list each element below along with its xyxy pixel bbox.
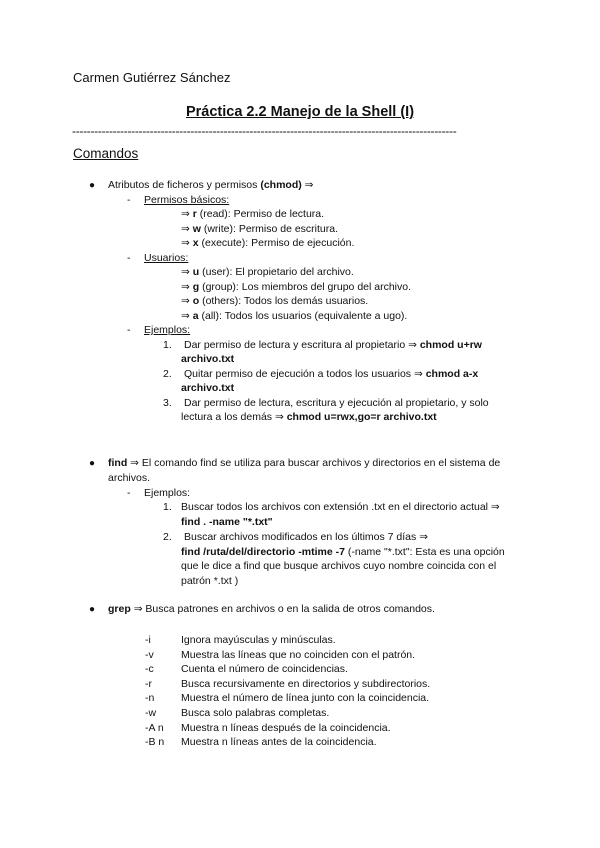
chmod-example-1-cont: archivo.txt (181, 353, 235, 365)
section-heading: Comandos (73, 146, 139, 161)
bullet-grep: ● (89, 604, 96, 615)
find-desc: find ⇒ El comando find se utiliza para buscar archivos y directorios en el sistema de (108, 457, 501, 469)
author-name: Carmen Gutiérrez Sánchez (73, 70, 231, 85)
grep-flag-desc: Cuenta el número de coincidencias. (181, 663, 348, 675)
find-example-2: Buscar archivos modificados en los últimos 7 días ⇒ (184, 531, 429, 543)
grep-flag: -c (145, 663, 154, 675)
grep-flag: -w (145, 707, 157, 719)
chmod-example-3-num: 3. (163, 397, 172, 409)
find-desc-cont: archivos. (108, 472, 151, 484)
chmod-examples-label: Ejemplos: (144, 324, 191, 336)
grep-flag: -B n (145, 736, 165, 748)
chmod-example-2: Quitar permiso de ejecución a todos los usuarios ⇒ chmod a-x (184, 368, 479, 380)
find-example-1: Buscar todos los archivos con extensión .txt en el directorio actual ⇒ (181, 501, 500, 513)
chmod-example-2-cont: archivo.txt (181, 382, 235, 394)
dash-examples: - (127, 324, 131, 336)
chmod-example-1: Dar permiso de lectura y escritura al propietario ⇒ chmod u+rw (184, 339, 482, 351)
users-label: Usuarios: (144, 252, 189, 264)
chmod-example-1-num: 1. (163, 339, 172, 351)
grep-flag-desc: Muestra n líneas después de la coincidencia. (181, 722, 391, 734)
perm-r: ⇒ r (read): Permiso de lectura. (181, 208, 325, 220)
chmod-example-3: Dar permiso de lectura, escritura y ejecución al propietario, y solo (184, 397, 489, 409)
grep-flag-desc: Busca solo palabras completas. (181, 707, 330, 719)
dash-users: - (127, 252, 131, 264)
find-example-2-num: 2. (163, 531, 172, 543)
dash-find-examples: - (127, 487, 131, 499)
perm-x: ⇒ x (execute): Permiso de ejecución. (181, 237, 355, 249)
dash-basic: - (127, 194, 131, 206)
page-title: Práctica 2.2 Manejo de la Shell (I) (185, 104, 415, 120)
grep-flag: -v (145, 649, 154, 661)
separator-line: -------------------------------------------------------------------------------------------------------- (72, 124, 457, 138)
find-example-2-cmd: find /ruta/del/directorio -mtime -7 (-name "*.txt": Esta es una opción (181, 546, 505, 558)
chmod-example-2-num: 2. (163, 368, 172, 380)
find-example-1-num: 1. (163, 501, 172, 513)
find-examples-label: Ejemplos: (144, 487, 191, 499)
grep-flag: -n (145, 692, 155, 704)
basic-permissions-label: Permisos básicos: (144, 194, 230, 206)
chmod-intro: Atributos de ficheros y permisos (chmod) ⇒ (108, 179, 314, 191)
grep-flag: -A n (145, 722, 164, 734)
grep-desc: grep ⇒ Busca patrones en archivos o en la salida de otros comandos. (108, 603, 435, 615)
user-g: ⇒ g (group): Los miembros del grupo del archivo. (181, 281, 412, 293)
user-u: ⇒ u (user): El propietario del archivo. (181, 266, 354, 278)
find-example-2-note: que le dice a find que busque archivos cuyo nombre coincida con el (181, 560, 497, 572)
perm-w: ⇒ w (write): Permiso de escritura. (181, 223, 339, 235)
user-o: ⇒ o (others): Todos los demás usuarios. (181, 295, 369, 307)
grep-flag-desc: Muestra el número de línea junto con la coincidencia. (181, 692, 430, 704)
chmod-example-3-cont: lectura a los demás ⇒ chmod u=rwx,go=r archivo.txt (181, 411, 437, 423)
find-example-2-note-end: patrón *.txt ) (181, 575, 239, 587)
user-a: ⇒ a (all): Todos los usuarios (equivalente a ugo). (181, 310, 408, 322)
bullet-find: ● (89, 458, 96, 469)
grep-flag-desc: Muestra las líneas que no coinciden con el patrón. (181, 649, 416, 661)
bullet-chmod: ● (89, 180, 96, 191)
find-example-1-cmd: find . -name "*.txt" (181, 516, 273, 528)
grep-flag-desc: Ignora mayúsculas y minúsculas. (181, 634, 336, 646)
grep-flag-desc: Busca recursivamente en directorios y subdirectorios. (181, 678, 431, 690)
grep-flag: -r (145, 678, 152, 690)
grep-flag: -i (145, 634, 151, 646)
grep-flag-desc: Muestra n líneas antes de la coincidencia. (181, 736, 377, 748)
